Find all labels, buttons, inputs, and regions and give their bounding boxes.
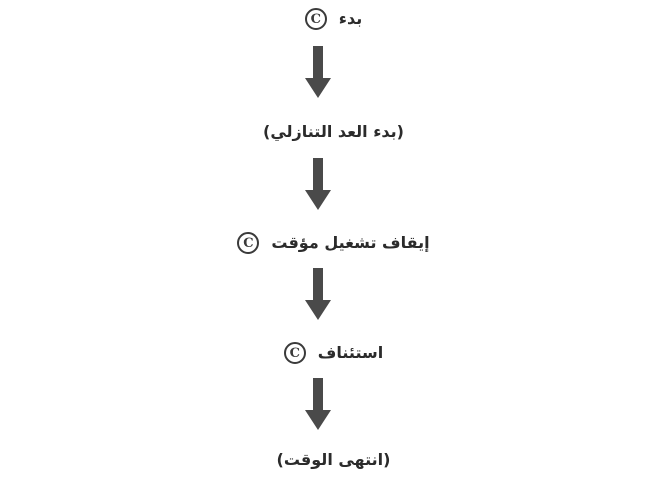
- flow-node-time-up: [0, 450, 667, 469]
- flow-node-label: استئناف: [317, 343, 384, 363]
- flow-node-label: (بدء العد التنازلي): [263, 122, 404, 141]
- flow-node-countdown-start: [0, 122, 667, 141]
- flow-arrow-down: [305, 268, 331, 320]
- flow-node-label: (انتهى الوقت): [276, 450, 391, 469]
- flow-node-resume: [0, 342, 667, 364]
- flow-node-label: إيقاف تشغيل مؤقت: [271, 233, 430, 253]
- flow-node-pause: [0, 232, 667, 254]
- flow-arrow-down: [305, 46, 331, 98]
- flow-arrow-down: [305, 378, 331, 430]
- copyright-c-icon: C: [237, 232, 259, 254]
- flow-arrow-down: [305, 158, 331, 210]
- flow-node-label: بدء: [338, 9, 363, 29]
- copyright-c-icon: C: [284, 342, 306, 364]
- flow-node-start: [0, 8, 667, 30]
- copyright-c-icon: C: [305, 8, 327, 30]
